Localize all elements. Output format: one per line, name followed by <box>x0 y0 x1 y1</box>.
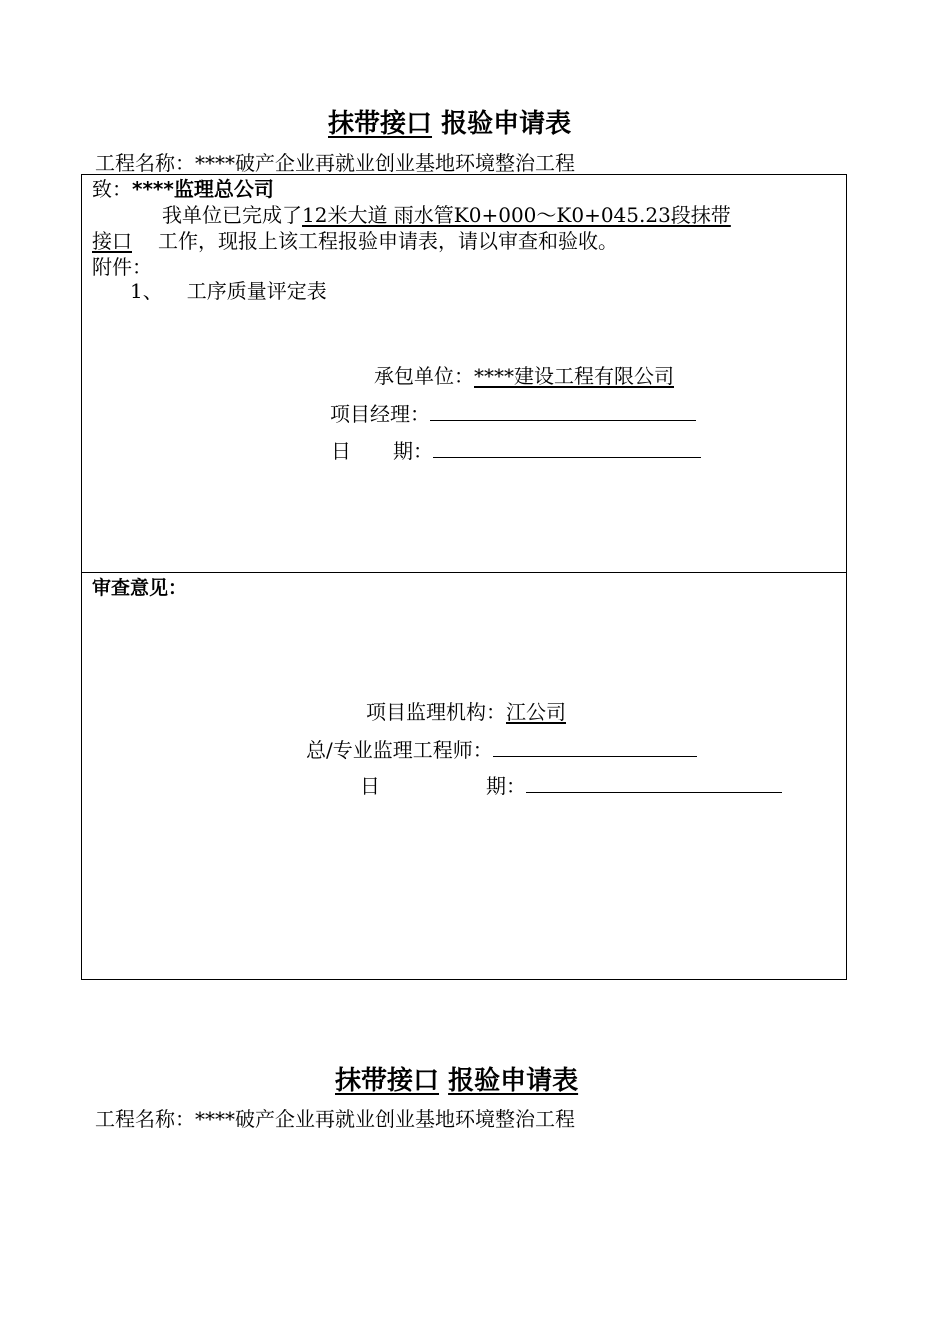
date-label-1: 日 <box>331 439 351 463</box>
date-row <box>331 437 701 464</box>
to-company: ****监理总公司 <box>132 177 274 201</box>
project-name: ****破产企业再就业创业基地环境整治工程 <box>195 151 575 175</box>
form2-title-subject: 抹带接口 <box>335 1066 440 1096</box>
form2-project-name: ****破产企业再就业创业基地环境整治工程 <box>195 1107 575 1131</box>
section-divider <box>81 572 847 573</box>
intro-suffix: 工作，现报上该工程报验申请表，请以审查和验收。 <box>158 229 618 253</box>
manager-row <box>330 400 696 427</box>
project-label: 工程名称： <box>95 151 195 175</box>
attachment-index: 1、 <box>130 279 163 303</box>
to-label: 致： <box>92 177 132 201</box>
supervisor-org-row <box>366 699 566 725</box>
review-date-label-2: 期： <box>486 774 526 798</box>
intro-work-line1: 12米大道 雨水管K0+000～K0+045.23段抹带 <box>302 203 731 227</box>
form-title-subject: 抹带接口 <box>328 109 433 139</box>
review-date-line[interactable] <box>526 772 782 793</box>
intro-work-line2: 接口 <box>92 229 132 253</box>
form2-title <box>335 1065 578 1097</box>
review-date-label-1: 日 <box>360 774 380 798</box>
attachment-item: 工序质量评定表 <box>186 279 327 303</box>
contractor-label: 承包单位： <box>374 364 474 388</box>
manager-label: 项目经理： <box>330 402 430 426</box>
form-title-main: 报验申请表 <box>441 109 572 139</box>
review-label: 审查意见： <box>92 577 188 599</box>
engineer-label: 总/专业监理工程师： <box>306 738 493 762</box>
manager-signature-line[interactable] <box>430 400 696 421</box>
date-line[interactable] <box>433 437 701 458</box>
attachment-item-row <box>130 278 327 304</box>
form-title <box>328 108 571 140</box>
to-row <box>92 176 274 202</box>
contractor-row <box>374 363 674 389</box>
supervisor-org-label: 项目监理机构： <box>366 700 506 724</box>
attachment-label: 附件： <box>92 255 152 279</box>
form2-title-main: 报验申请表 <box>448 1066 579 1096</box>
intro-line-1 <box>162 202 731 228</box>
review-date-row <box>360 772 782 799</box>
form2-project-name-row <box>95 1106 575 1132</box>
supervisor-org-name: 江公司 <box>506 700 566 724</box>
intro-line-2 <box>92 228 618 254</box>
engineer-signature-line[interactable] <box>493 736 697 757</box>
contractor-name: ****建设工程有限公司 <box>474 364 674 388</box>
date-label-2: 期： <box>393 439 433 463</box>
intro-prefix: 我单位已完成了 <box>162 203 302 227</box>
project-name-row <box>95 150 575 176</box>
form2-project-label: 工程名称： <box>95 1107 195 1131</box>
engineer-row <box>306 736 697 763</box>
